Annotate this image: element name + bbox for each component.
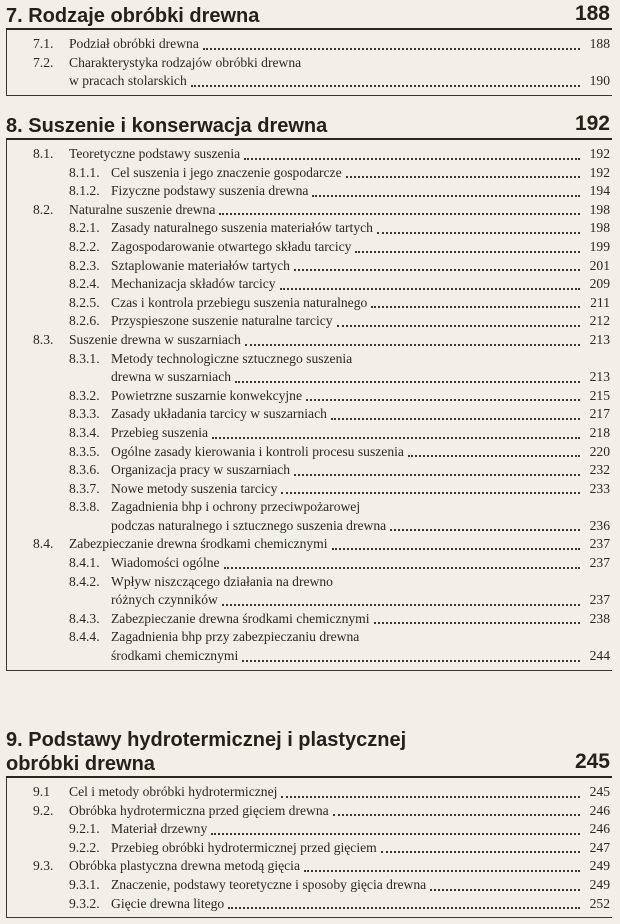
toc-entry — [7, 72, 612, 91]
dot-leader — [212, 436, 580, 439]
toc-entry-page: 198 — [589, 201, 610, 217]
toc-entry-title: Organizacja pracy w suszarniach — [111, 462, 291, 478]
dot-leader — [222, 603, 580, 606]
toc-entry-number: 8.2.3. — [69, 257, 100, 273]
toc-entry-title: Przebieg suszenia — [111, 424, 209, 440]
toc-entry-number: 8.3.8. — [69, 499, 100, 515]
toc-entry-number: 8.3.5. — [69, 443, 100, 459]
toc-entry-title: Obróbka plastyczna drewna metodą gięcia — [69, 858, 300, 874]
toc-entry-page: 198 — [589, 220, 610, 236]
toc-entry-page: 213 — [589, 369, 610, 385]
chapter-title-line: obróbki drewna — [6, 753, 155, 775]
toc-entry-title: w pracach stolarskich — [69, 73, 187, 89]
toc-entry — [7, 424, 612, 443]
toc-entry — [7, 876, 612, 895]
dot-leader — [337, 324, 580, 327]
toc-entry-page: 246 — [589, 821, 610, 837]
toc-entry — [7, 857, 612, 876]
toc-entry — [7, 238, 612, 257]
toc-entry — [7, 350, 612, 369]
toc-entry — [7, 219, 612, 238]
toc-entry-page: 220 — [589, 443, 610, 459]
toc-entry-title: Gięcie drewna litego — [111, 895, 225, 911]
toc-entry — [7, 610, 612, 629]
dot-leader — [281, 795, 580, 798]
dot-leader — [280, 287, 580, 290]
toc-entry-number: 8.4. — [33, 536, 54, 552]
toc-entry-number: 8.3.3. — [69, 406, 100, 422]
toc-entry-page: 188 — [589, 36, 610, 51]
toc-entry — [7, 257, 612, 276]
toc-entry-number: 8.2.2. — [69, 238, 100, 254]
dot-leader — [242, 659, 580, 662]
toc-entry-title: Zagospodarowanie otwartego składu tarcicy — [111, 238, 352, 254]
toc-entry-number: 8.2.6. — [69, 313, 100, 329]
toc-entry-page: 218 — [589, 424, 610, 440]
toc-entry-title: Wiadomości ogólne — [111, 555, 220, 571]
toc-entry — [7, 628, 612, 647]
toc-entry-number: 9.2. — [33, 802, 54, 818]
toc-entry-page: 252 — [589, 895, 610, 911]
toc-entry — [7, 275, 612, 294]
toc-entry-number: 8.3.7. — [69, 480, 100, 496]
dot-leader — [211, 832, 580, 835]
dot-leader — [245, 343, 580, 346]
toc-entry-page: 245 — [589, 784, 610, 799]
chapter-page-number: 192 — [574, 112, 610, 135]
toc-entry — [7, 201, 612, 220]
toc-entry-page: 215 — [589, 387, 610, 403]
toc-entry-title: Przebieg obróbki hydrotermicznej przed gięciem — [111, 839, 377, 855]
toc-entry — [7, 312, 612, 331]
toc-entry-title: Wpływ niszczącego działania na drewno — [111, 573, 333, 589]
toc-entry-page: 217 — [589, 406, 610, 422]
toc-entry-number: 8.4.3. — [69, 610, 100, 626]
toc-entry-number: 8.3.6. — [69, 462, 100, 478]
toc-entry — [7, 387, 612, 406]
toc-entry-page: 236 — [589, 517, 610, 533]
toc-entry-page: 233 — [589, 480, 610, 496]
toc-entry-title: drewna w suszarniach — [111, 369, 232, 385]
toc-entry-title: Naturalne suszenie drewna — [69, 201, 216, 217]
dot-leader — [332, 547, 580, 550]
dot-leader — [224, 566, 580, 569]
toc-entry-page: 237 — [589, 536, 610, 552]
toc-entry-title: Zabezpieczanie drewna środkami chemicznymi — [69, 536, 328, 552]
toc-entry — [7, 802, 612, 821]
dot-leader — [304, 869, 580, 872]
toc-entry — [7, 591, 612, 610]
toc-entry-title: Mechanizacja składów tarcicy — [111, 276, 276, 292]
chapter-title — [6, 728, 612, 776]
dot-leader — [281, 491, 580, 494]
toc-entry-title: środkami chemicznymi — [111, 648, 239, 664]
toc-entry — [7, 145, 612, 164]
toc-entry-title: Zagadnienia bhp i ochrony przeciwpożarowej — [111, 499, 361, 515]
toc-entry — [7, 182, 612, 201]
dot-leader — [312, 194, 580, 197]
toc-entry — [7, 480, 612, 499]
toc-entry-number: 9.2.1. — [69, 821, 100, 837]
dot-leader — [346, 175, 580, 178]
toc-entry-title: Metody technologiczne sztucznego suszenia — [111, 350, 353, 366]
toc-entry-title: Nowe metody suszenia tarcicy — [111, 480, 278, 496]
dot-leader — [244, 157, 580, 160]
toc-entry-number: 8.1.1. — [69, 164, 100, 180]
chapter-heading — [6, 4, 612, 30]
toc-entry-title: Fizyczne podstawy suszenia drewna — [111, 183, 309, 199]
toc-entry-page: 199 — [589, 238, 610, 254]
dot-leader — [294, 268, 580, 271]
chapter-entries — [6, 778, 612, 918]
dot-leader — [374, 621, 580, 624]
dot-leader — [228, 906, 580, 909]
dot-leader — [235, 380, 580, 383]
toc-entry — [7, 461, 612, 480]
chapter-title: 7. Rodzaje obróbki drewna — [6, 5, 260, 27]
toc-entry-number: 7.2. — [33, 54, 54, 70]
toc-entry — [7, 35, 612, 54]
toc-entry — [7, 405, 612, 424]
dot-leader — [381, 850, 580, 853]
toc-entry-number: 9.3.1. — [69, 876, 100, 892]
toc-entry — [7, 331, 612, 350]
toc-entry-number: 7.1. — [33, 36, 54, 51]
toc-entry-page: 247 — [589, 839, 610, 855]
dot-leader — [203, 47, 580, 50]
toc-entry-page: 209 — [589, 276, 610, 292]
dot-leader — [371, 305, 580, 308]
chapter-entries — [6, 140, 612, 671]
toc-entry-page: 190 — [589, 73, 610, 89]
toc-entry-number: 9.1 — [33, 784, 50, 799]
toc-entry-title: Czas i kontrola przebiegu suszenia naturalnego — [111, 294, 368, 310]
toc-entry-number: 8.1. — [33, 146, 54, 161]
dot-leader — [331, 417, 580, 420]
toc-entry — [7, 554, 612, 573]
dot-leader — [219, 212, 580, 215]
toc-entry-title: Zagadnienia bhp przy zabezpieczaniu drewna — [111, 629, 360, 645]
toc-entry — [7, 498, 612, 517]
toc-entry-title: Sztaplowanie materiałów tartych — [111, 257, 290, 273]
toc-entry-page: 192 — [589, 164, 610, 180]
toc-entry-number: 8.2.4. — [69, 276, 100, 292]
toc-entry-number: 8.3.2. — [69, 387, 100, 403]
toc-entry-page: 201 — [589, 257, 610, 273]
chapter-9 — [0, 728, 620, 918]
toc-entry-page: 194 — [589, 183, 610, 199]
chapter-heading — [6, 728, 612, 778]
toc-entry-page: 212 — [589, 313, 610, 329]
toc-entry-page: 232 — [589, 462, 610, 478]
dot-leader — [191, 84, 580, 87]
toc-entry — [7, 820, 612, 839]
toc-entry-title: Cel i metody obróbki hydrotermicznej — [69, 784, 278, 799]
toc-entry-page: 237 — [589, 555, 610, 571]
toc-entry-page: 211 — [590, 294, 610, 310]
toc-entry — [7, 517, 612, 536]
toc-entry-page: 249 — [589, 858, 610, 874]
toc-entry-title: Podział obróbki drewna — [69, 36, 199, 51]
toc-entry-page: 244 — [589, 648, 610, 664]
toc-entry-title: podczas naturalnego i sztucznego suszenia drewna — [111, 517, 387, 533]
toc-entry-number: 8.3.1. — [69, 350, 100, 366]
toc-entry-title: Powietrzne suszarnie konwekcyjne — [111, 387, 303, 403]
toc-entry — [7, 368, 612, 387]
toc-entry-title: Ogólne zasady kierowania i kontroli procesu suszenia — [111, 443, 404, 459]
dot-leader — [430, 888, 580, 891]
toc-entry-number: 8.3.4. — [69, 424, 100, 440]
toc-entry-number: 8.4.1. — [69, 555, 100, 571]
toc-entry-number: 8.2. — [33, 201, 54, 217]
toc-entry-page: 246 — [589, 802, 610, 818]
toc-entry — [7, 294, 612, 313]
toc-entry-page: 192 — [589, 146, 610, 161]
toc-entry — [7, 783, 612, 802]
toc-entry-title: Charakterystyka rodzajów obróbki drewna — [69, 54, 302, 70]
toc-entry-title: Cel suszenia i jego znaczenie gospodarcze — [111, 164, 342, 180]
toc-entry-title: Obróbka hydrotermiczna przed gięciem drewna — [69, 802, 329, 818]
toc-entry-page: 238 — [589, 610, 610, 626]
chapter-title: 8. Suszenie i konserwacja drewna — [6, 115, 328, 137]
toc-entry — [7, 839, 612, 858]
toc-entry-number: 9.3. — [33, 858, 54, 874]
chapter-7 — [0, 4, 620, 96]
toc-entry-title: Materiał drzewny — [111, 821, 208, 837]
toc-entry-title: Znaczenie, podstawy teoretyczne i sposoby gięcia drewna — [111, 876, 427, 892]
chapter-page-number: 188 — [574, 2, 610, 25]
toc-entry-title: Zasady naturalnego suszenia materiałów tartych — [111, 220, 373, 236]
dot-leader — [390, 528, 580, 531]
toc-entry — [7, 54, 612, 73]
chapter-8 — [0, 114, 620, 671]
toc-entry — [7, 573, 612, 592]
toc-entry-title: Zabezpieczanie drewna środkami chemicznymi — [111, 610, 370, 626]
toc-entry-number: 9.2.2. — [69, 839, 100, 855]
toc-entry — [7, 443, 612, 462]
dot-leader — [355, 250, 580, 253]
toc-entry-page: 237 — [589, 592, 610, 608]
toc-entry-title: Suszenie drewna w suszarniach — [69, 331, 241, 347]
toc-entry — [7, 535, 612, 554]
toc-entry-number: 8.2.5. — [69, 294, 100, 310]
dot-leader — [306, 398, 580, 401]
dot-leader — [377, 231, 580, 234]
toc-entry-page: 249 — [589, 876, 610, 892]
toc-entry — [7, 895, 612, 914]
toc-entry-page: 213 — [589, 331, 610, 347]
toc-entry-number: 8.3. — [33, 331, 54, 347]
toc-entry-title: Zasady układania tarcicy w suszarniach — [111, 406, 327, 422]
toc-entry — [7, 647, 612, 666]
toc-entry-number: 9.3.2. — [69, 895, 100, 911]
toc-entry — [7, 164, 612, 183]
chapter-heading — [6, 114, 612, 140]
toc-entry-title: Teoretyczne podstawy suszenia — [69, 146, 241, 161]
chapter-title-line: 9. Podstawy hydrotermicznej i plastycznej — [6, 729, 407, 751]
toc-entry-title: różnych czynników — [111, 592, 218, 608]
dot-leader — [294, 473, 580, 476]
chapter-page-number: 245 — [574, 750, 610, 773]
dot-leader — [333, 813, 580, 816]
toc-entry-number: 8.4.2. — [69, 573, 100, 589]
chapter-entries — [6, 30, 612, 96]
toc-entry-title: Przyspieszone suszenie naturalne tarcicy — [111, 313, 333, 329]
dot-leader — [408, 454, 580, 457]
toc-entry-number: 8.1.2. — [69, 183, 100, 199]
toc-entry-number: 8.2.1. — [69, 220, 100, 236]
toc-entry-number: 8.4.4. — [69, 629, 100, 645]
